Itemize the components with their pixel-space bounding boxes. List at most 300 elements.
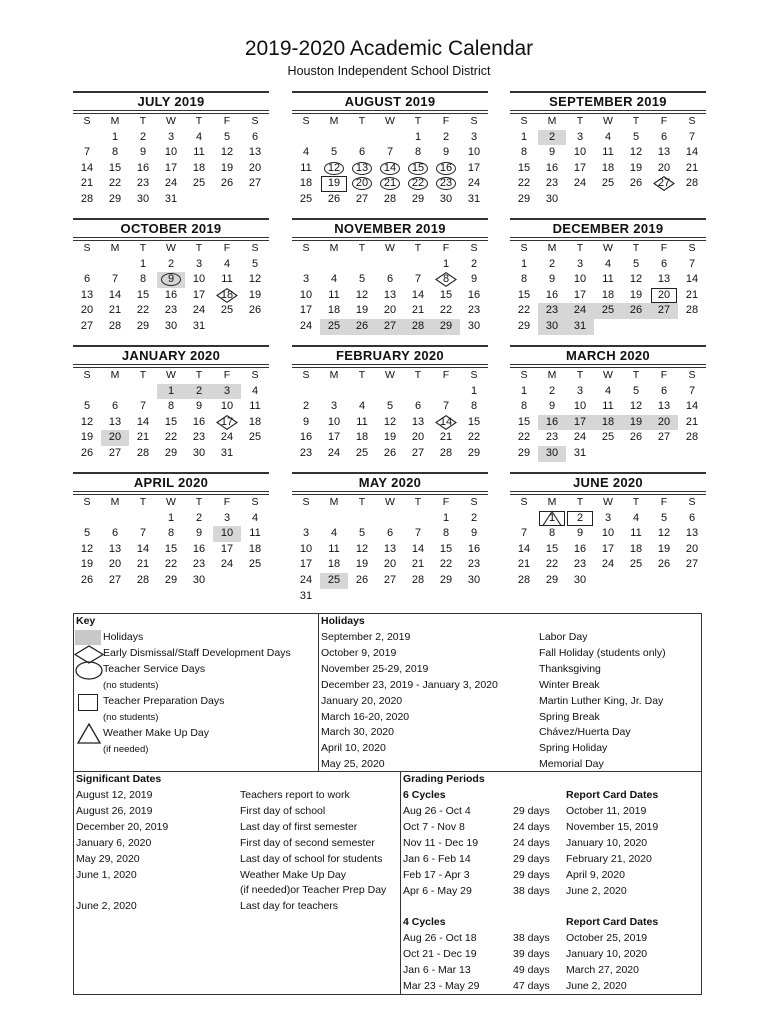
day-cell (566, 446, 594, 462)
day-cell (594, 288, 622, 304)
key-title: Key (76, 615, 96, 627)
day-number: 28 (108, 319, 122, 332)
day-number: 24 (467, 177, 481, 190)
day-number: 2 (195, 511, 203, 524)
significant-description: Last day for teachers (240, 900, 339, 913)
day-cell (157, 303, 185, 319)
day-number: 4 (223, 257, 231, 270)
empty-cell (404, 384, 432, 400)
day-number: 10 (601, 527, 615, 540)
day-cell (73, 288, 101, 304)
month-title: DECEMBER 2019 (510, 218, 706, 241)
holidays-panel (318, 613, 702, 772)
day-number: 11 (249, 527, 261, 540)
day-cell (432, 288, 460, 304)
holiday-date: October 9, 2019 (321, 646, 397, 659)
day-cell (650, 415, 678, 431)
day-cell (73, 272, 101, 288)
day-number: 23 (467, 558, 481, 571)
day-cell (460, 399, 488, 415)
day-number: 19 (355, 304, 369, 317)
day-cell (101, 399, 129, 415)
day-number: 25 (299, 192, 313, 205)
day-number: 17 (220, 542, 234, 555)
weekday-header: F (223, 115, 231, 127)
weekday-header: W (603, 496, 613, 508)
day-cell (404, 192, 432, 208)
day-cell (73, 542, 101, 558)
day-cell (538, 511, 566, 527)
day-cell (510, 272, 538, 288)
day-cell (594, 399, 622, 415)
day-cell (129, 542, 157, 558)
weekday-header: T (414, 369, 422, 381)
weekday-header: S (302, 115, 310, 127)
day-cell (678, 130, 706, 146)
weekday-header: W (603, 242, 613, 254)
day-cell (460, 288, 488, 304)
day-cell (538, 399, 566, 415)
day-cell (566, 161, 594, 177)
holiday-swatch-icon (75, 630, 101, 645)
day-cell (213, 399, 241, 415)
weekday-header: S (520, 496, 528, 508)
weekday-header: W (385, 369, 395, 381)
day-number: 17 (299, 304, 313, 317)
day-cell (622, 176, 650, 192)
month-calendar (73, 345, 269, 462)
day-cell (185, 526, 213, 542)
day-number: 22 (439, 558, 453, 571)
day-number: 9 (195, 527, 203, 540)
day-cell (129, 161, 157, 177)
day-number: 14 (136, 415, 150, 428)
weekday-header: W (385, 242, 395, 254)
significant-date: January 6, 2020 (76, 836, 152, 849)
day-number: 5 (660, 511, 668, 524)
day-cell (241, 145, 269, 161)
significant-date: May 29, 2020 (76, 852, 140, 865)
day-number: 3 (302, 273, 310, 286)
day-cell (213, 557, 241, 573)
day-cell (432, 415, 460, 431)
significant-date: August 12, 2019 (76, 789, 153, 801)
day-cell (650, 303, 678, 319)
day-number: 17 (573, 288, 587, 301)
day-cell (622, 130, 650, 146)
day-cell (538, 526, 566, 542)
day-cell (101, 573, 129, 589)
day-cell (404, 272, 432, 288)
day-number: 6 (660, 257, 668, 270)
day-number: 22 (108, 177, 122, 190)
day-cell (241, 176, 269, 192)
day-number: 1 (520, 257, 528, 270)
weekday-header: M (110, 369, 120, 381)
day-number: 24 (220, 558, 234, 571)
day-number: 10 (573, 273, 587, 286)
day-number: 28 (439, 446, 453, 459)
day-number: 2 (470, 257, 478, 270)
day-cell (185, 303, 213, 319)
day-cell (432, 130, 460, 146)
day-cell (73, 573, 101, 589)
day-number: 1 (520, 384, 528, 397)
weekday-header: M (547, 369, 557, 381)
day-cell (432, 511, 460, 527)
day-cell (566, 319, 594, 335)
day-cell (292, 161, 320, 177)
day-number: 7 (688, 130, 696, 143)
day-number: 6 (414, 400, 422, 413)
report-card-date: June 2, 2020 (566, 884, 627, 897)
day-cell (292, 319, 320, 335)
day-cell (185, 161, 213, 177)
day-number: 16 (192, 415, 206, 428)
day-number: 14 (411, 542, 425, 555)
month-calendar (292, 472, 488, 604)
weekday-header: F (442, 496, 450, 508)
weekday-header: T (414, 242, 422, 254)
weekday-header: T (358, 115, 366, 127)
day-number: 30 (164, 319, 178, 332)
day-cell (241, 511, 269, 527)
day-cell (320, 145, 348, 161)
day-number: 7 (111, 273, 119, 286)
day-number: 16 (545, 288, 559, 301)
grading-periods-panel (400, 771, 702, 995)
day-cell (292, 176, 320, 192)
day-cell (320, 446, 348, 462)
report-card-date: January 10, 2020 (566, 947, 648, 960)
day-number: 20 (355, 177, 369, 190)
day-cell (510, 384, 538, 400)
day-cell (348, 161, 376, 177)
day-number: 6 (111, 527, 119, 540)
triangle-icon (77, 723, 101, 744)
day-number: 3 (223, 384, 231, 397)
day-number: 14 (685, 146, 699, 159)
day-number: 6 (386, 273, 394, 286)
weekday-header: S (83, 242, 91, 254)
day-cell (241, 288, 269, 304)
month-title: MAY 2020 (292, 472, 488, 495)
weekday-header: W (603, 115, 613, 127)
weekday-header: T (139, 496, 147, 508)
day-cell (538, 145, 566, 161)
day-number: 30 (192, 446, 206, 459)
weekday-header: T (576, 242, 584, 254)
day-number: 16 (573, 542, 587, 555)
holiday-name: Spring Break (539, 710, 600, 723)
day-number: 24 (573, 177, 587, 190)
day-number: 11 (630, 527, 642, 540)
day-cell (432, 161, 460, 177)
day-cell (678, 399, 706, 415)
day-cell (73, 176, 101, 192)
day-cell (320, 430, 348, 446)
day-cell (129, 446, 157, 462)
day-cell (241, 542, 269, 558)
weekday-header: S (470, 369, 478, 381)
day-number: 21 (136, 431, 150, 444)
day-cell (538, 319, 566, 335)
day-number: 8 (442, 273, 450, 286)
day-cell (678, 176, 706, 192)
day-cell (538, 176, 566, 192)
weekday-header: S (302, 496, 310, 508)
day-number: 10 (467, 146, 481, 159)
holiday-date: May 25, 2020 (321, 758, 385, 771)
day-number: 7 (139, 400, 147, 413)
day-cell (650, 257, 678, 273)
day-cell (650, 384, 678, 400)
day-cell (538, 573, 566, 589)
empty-cell (404, 257, 432, 273)
day-number: 12 (629, 400, 643, 413)
weekday-header: S (520, 242, 528, 254)
day-number: 1 (139, 257, 147, 270)
day-number: 9 (548, 273, 556, 286)
day-cell (566, 557, 594, 573)
day-cell (594, 511, 622, 527)
day-cell (348, 192, 376, 208)
day-number: 26 (383, 446, 397, 459)
day-number: 7 (83, 146, 91, 159)
day-cell (678, 288, 706, 304)
day-cell (213, 176, 241, 192)
day-cell (376, 161, 404, 177)
day-number: 28 (517, 573, 531, 586)
day-cell (566, 288, 594, 304)
day-cell (404, 176, 432, 192)
month-title: JUNE 2020 (510, 472, 706, 495)
day-number: 19 (629, 161, 643, 174)
day-number: 15 (164, 415, 178, 428)
day-cell (213, 288, 241, 304)
day-number: 27 (383, 319, 397, 332)
empty-cell (376, 511, 404, 527)
day-number: 6 (386, 527, 394, 540)
day-cell (510, 557, 538, 573)
empty-cell (320, 130, 348, 146)
day-number: 12 (220, 146, 234, 159)
grading-days: 29 days (513, 805, 550, 817)
day-number: 20 (383, 304, 397, 317)
day-number: 2 (442, 130, 450, 143)
day-cell (157, 288, 185, 304)
report-card-date: November 15, 2019 (566, 820, 659, 833)
holiday-date: January 20, 2020 (321, 694, 403, 707)
day-number: 12 (657, 527, 671, 540)
day-number: 4 (632, 511, 640, 524)
day-cell (650, 557, 678, 573)
day-number: 31 (573, 446, 587, 459)
day-cell (101, 319, 129, 335)
day-cell (594, 176, 622, 192)
weekday-header: M (547, 115, 557, 127)
day-number: 14 (80, 161, 94, 174)
day-number: 3 (576, 257, 584, 270)
grading-range: Feb 17 - Apr 3 (403, 868, 470, 881)
weekday-header: M (329, 242, 339, 254)
day-cell (594, 145, 622, 161)
report-card-date: October 11, 2019 (566, 805, 647, 817)
day-cell (101, 557, 129, 573)
day-cell (348, 415, 376, 431)
day-number: 7 (520, 527, 528, 540)
day-cell (404, 542, 432, 558)
day-number: 22 (517, 177, 531, 190)
day-number: 16 (299, 431, 313, 444)
empty-cell (292, 384, 320, 400)
day-number: 8 (442, 527, 450, 540)
day-cell (157, 161, 185, 177)
weekday-header: T (576, 115, 584, 127)
day-cell (129, 399, 157, 415)
day-number: 13 (657, 273, 671, 286)
day-cell (185, 257, 213, 273)
day-cell (129, 526, 157, 542)
day-number: 8 (167, 400, 175, 413)
day-cell (650, 161, 678, 177)
day-number: 13 (108, 542, 122, 555)
day-cell (292, 430, 320, 446)
day-number: 8 (414, 146, 422, 159)
day-number: 29 (545, 573, 559, 586)
weekday-header: S (83, 115, 91, 127)
day-cell (432, 192, 460, 208)
day-number: 21 (685, 415, 699, 428)
day-number: 25 (327, 319, 341, 332)
day-number: 6 (111, 400, 119, 413)
day-cell (376, 192, 404, 208)
grading-days: 24 days (513, 836, 550, 849)
grading-days: 38 days (513, 884, 550, 897)
weekday-header: F (223, 369, 231, 381)
month-title: JULY 2019 (73, 91, 269, 114)
day-cell (320, 526, 348, 542)
day-cell (101, 272, 129, 288)
day-number: 11 (328, 542, 340, 555)
day-number: 2 (548, 384, 556, 397)
day-number: 8 (470, 400, 478, 413)
day-number: 5 (83, 400, 91, 413)
day-number: 21 (108, 304, 122, 317)
day-number: 2 (302, 400, 310, 413)
day-number: 20 (108, 558, 122, 571)
day-number: 12 (327, 161, 341, 174)
weekday-header: S (251, 496, 259, 508)
grading-range: Oct 7 - Nov 8 (403, 820, 465, 833)
day-cell (432, 303, 460, 319)
day-number: 8 (520, 273, 528, 286)
weekday-header: T (576, 496, 584, 508)
day-number: 17 (573, 415, 587, 428)
holiday-name: Chávez/Huerta Day (539, 726, 631, 739)
significant-date: August 26, 2019 (76, 804, 153, 817)
day-number: 14 (685, 273, 699, 286)
day-number: 27 (657, 431, 671, 444)
day-cell (292, 542, 320, 558)
day-cell (622, 272, 650, 288)
holidays-title: Holidays (321, 615, 365, 627)
report-card-date: October 25, 2019 (566, 932, 648, 944)
month-calendar (292, 91, 488, 208)
day-cell (185, 130, 213, 146)
day-cell (460, 176, 488, 192)
day-cell (460, 145, 488, 161)
day-cell (566, 145, 594, 161)
day-number: 8 (111, 146, 119, 159)
day-cell (157, 573, 185, 589)
day-number: 6 (358, 146, 366, 159)
day-cell (292, 192, 320, 208)
day-cell (320, 272, 348, 288)
holiday-date: December 23, 2019 - January 3, 2020 (321, 678, 498, 691)
day-number: 13 (685, 527, 699, 540)
day-cell (185, 430, 213, 446)
day-cell (594, 526, 622, 542)
day-cell (404, 573, 432, 589)
day-cell (213, 272, 241, 288)
day-number: 28 (411, 319, 425, 332)
day-cell (404, 303, 432, 319)
significant-dates-panel (73, 771, 401, 995)
day-cell (404, 526, 432, 542)
day-number: 14 (108, 288, 122, 301)
day-number: 18 (327, 558, 341, 571)
day-cell (101, 415, 129, 431)
day-cell (73, 145, 101, 161)
day-cell (678, 430, 706, 446)
day-cell (566, 272, 594, 288)
day-cell (101, 526, 129, 542)
day-number: 21 (80, 177, 94, 190)
day-number: 22 (164, 558, 178, 571)
day-number: 22 (517, 431, 531, 444)
weekday-header: F (442, 115, 450, 127)
day-cell (566, 257, 594, 273)
day-cell (432, 145, 460, 161)
empty-cell (73, 511, 101, 527)
day-number: 26 (80, 573, 94, 586)
empty-cell (348, 130, 376, 146)
day-cell (404, 399, 432, 415)
day-cell (129, 430, 157, 446)
day-number: 29 (108, 192, 122, 205)
day-number: 29 (164, 573, 178, 586)
day-number: 13 (411, 415, 425, 428)
grading-days: 49 days (513, 963, 550, 976)
day-cell (404, 145, 432, 161)
weekday-header: T (576, 369, 584, 381)
day-cell (566, 542, 594, 558)
day-number: 14 (685, 400, 699, 413)
day-number: 5 (632, 130, 640, 143)
day-number: 21 (685, 161, 699, 174)
day-cell (157, 542, 185, 558)
weekday-header: W (166, 242, 176, 254)
day-number: 7 (688, 384, 696, 397)
significant-description: Last day of first semester (240, 820, 358, 833)
day-number: 30 (545, 446, 559, 459)
day-cell (320, 573, 348, 589)
day-number: 19 (629, 415, 643, 428)
day-cell (185, 384, 213, 400)
day-cell (650, 399, 678, 415)
day-number: 13 (248, 146, 262, 159)
